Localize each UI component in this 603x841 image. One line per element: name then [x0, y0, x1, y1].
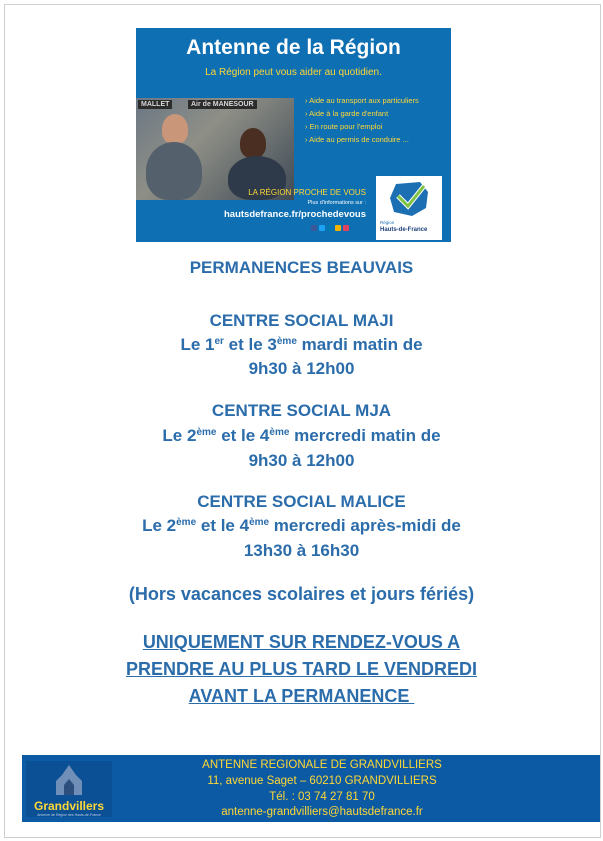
- centre-hours: 9h30 à 12h00: [248, 359, 355, 378]
- banner-tagline: LA RÉGION PROCHE DE VOUS: [248, 188, 366, 197]
- region-banner: [136, 28, 451, 242]
- region-logo: [376, 176, 442, 240]
- rdv-line: AVANT LA PERMANENCE: [188, 686, 415, 706]
- rdv-line: PRENDRE AU PLUS TARD LE VENDREDI: [125, 659, 478, 679]
- logo-label-small: Région: [380, 220, 395, 225]
- linkedin-icon: [327, 225, 333, 231]
- cathedral-icon: [26, 761, 112, 799]
- person-head-man: [162, 114, 188, 144]
- centre-hours: 13h30 à 16h30: [243, 541, 360, 560]
- footer-phone: Tél. : 03 74 27 81 70: [269, 791, 375, 803]
- rdv-line: UNIQUEMENT SUR RENDEZ-VOUS A: [142, 632, 461, 652]
- rss-icon: [335, 225, 341, 231]
- centre-days: Le 1er et le 3ème mardi matin de: [180, 335, 423, 354]
- aid-item: › Aide à la garde d'enfant: [305, 107, 419, 120]
- footer-email: antenne-grandvilliers@hautsdefrance.fr: [221, 806, 423, 818]
- centre-hours: 9h30 à 12h00: [248, 451, 355, 470]
- centre-days: Le 2ème et le 4ème mercredi matin de: [162, 426, 441, 445]
- aid-item: › Aide au transport aux particuliers: [305, 94, 419, 107]
- social-icons: [311, 225, 349, 231]
- aid-item: › Aide au permis de conduire ...: [305, 133, 419, 146]
- facebook-icon: [311, 225, 317, 231]
- photo-sign-2: Air de MANESOUR: [188, 100, 257, 109]
- footer-address: 11, avenue Saget – 60210 GRANDVILLIERS: [207, 775, 437, 787]
- banner-url: hautsdefrance.fr/prochedevous: [223, 209, 366, 220]
- aid-item: › En route pour l'emploi: [305, 120, 419, 133]
- banner-info: Plus d'informations sur :: [307, 200, 366, 206]
- footer-office: ANTENNE REGIONALE DE GRANDVILLIERS: [202, 759, 442, 771]
- logo-label-main: Hauts-de-France: [380, 227, 428, 233]
- aid-list: [305, 94, 419, 146]
- footer: [22, 755, 600, 822]
- person-head-woman: [240, 128, 266, 158]
- grandvillers-logo: [26, 761, 112, 817]
- logo-tagline: Antenne de Région des Hauts-de-France: [37, 813, 101, 817]
- banner-photo: [136, 98, 294, 200]
- person-body-man: [146, 142, 202, 200]
- holiday-note: (Hors vacances scolaires et jours fériés): [128, 584, 475, 604]
- twitter-icon: [319, 225, 325, 231]
- banner-title: Antenne de la Région: [186, 36, 401, 59]
- centre-days: Le 2ème et le 4ème mercredi après-midi de: [142, 516, 461, 535]
- centre-name: CENTRE SOCIAL MJA: [211, 401, 392, 420]
- heading: PERMANENCES BEAUVAIS: [189, 258, 414, 277]
- region-map-icon: [376, 176, 442, 220]
- photo-sign-1: MALLET: [138, 100, 172, 109]
- centre-name: CENTRE SOCIAL MAJI: [209, 311, 394, 330]
- centre-name: CENTRE SOCIAL MALICE: [197, 492, 406, 511]
- logo-name: Grandvillers: [33, 799, 105, 813]
- banner-subtitle: La Région peut vous aider au quotidien.: [205, 67, 382, 78]
- instagram-icon: [343, 225, 349, 231]
